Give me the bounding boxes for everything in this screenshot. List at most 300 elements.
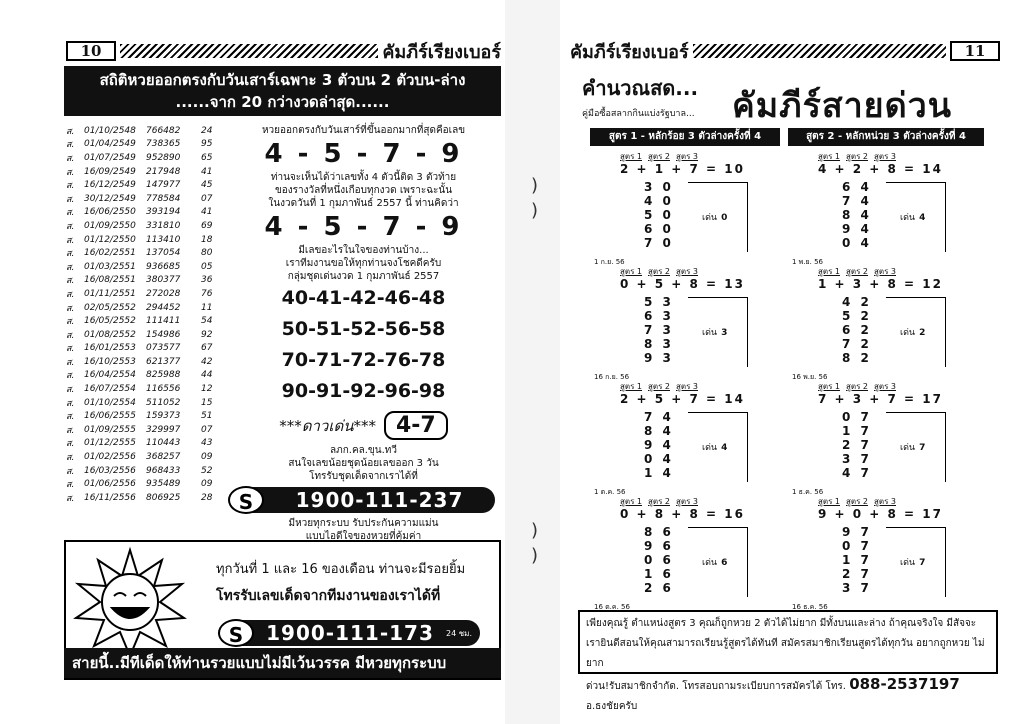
formula-label: สูตร 2 xyxy=(846,497,869,506)
history-row xyxy=(66,165,226,179)
history-cell: 76 xyxy=(201,288,213,299)
number-set: 90-91-92-96-98 xyxy=(281,380,446,402)
info-tail: อ.ธงชัยครับ xyxy=(586,701,638,712)
history-cell: 01/10/2548 xyxy=(84,125,136,136)
history-cell: 137054 xyxy=(146,248,181,259)
history-row xyxy=(66,477,226,491)
formula-equation: 0 + 8 + 8 = 16 xyxy=(620,507,745,521)
formula-label: สูตร 3 xyxy=(676,152,699,161)
digit-pair: 8 4 xyxy=(842,208,872,222)
history-cell: 621377 xyxy=(146,356,181,367)
history-cell: 65 xyxy=(201,152,213,163)
formula-cell xyxy=(788,265,983,383)
history-cell: 766482 xyxy=(146,125,181,136)
digit-pair: 5 3 xyxy=(644,295,674,309)
formula-cell xyxy=(788,150,983,268)
right-page xyxy=(560,0,1024,724)
history-row xyxy=(66,246,226,260)
history-cell: 42 xyxy=(201,356,213,367)
history-cell: ส. xyxy=(66,276,75,287)
formula-label: สูตร 3 xyxy=(676,382,699,391)
history-row xyxy=(66,192,226,206)
history-cell: 113410 xyxy=(146,234,181,245)
history-cell: 18 xyxy=(201,234,213,245)
digit-pair: 1 6 xyxy=(644,567,674,581)
history-cell: 331810 xyxy=(146,220,181,231)
formula-equation: 1 + 3 + 8 = 12 xyxy=(818,277,943,291)
formula-label: สูตร 1 xyxy=(620,152,643,161)
history-cell: 16/09/2549 xyxy=(84,166,136,177)
stats-banner xyxy=(64,66,501,116)
history-cell: 778584 xyxy=(146,193,181,204)
history-cell: 825988 xyxy=(146,370,181,381)
hatch-bar xyxy=(120,44,378,58)
digit-pair: 8 6 xyxy=(644,525,674,539)
history-cell: ส. xyxy=(66,289,75,300)
draw-date: 1 ก.ย. 56 xyxy=(594,258,625,266)
history-row xyxy=(66,355,226,369)
history-cell: 16/08/2551 xyxy=(84,275,136,286)
history-row xyxy=(66,124,226,138)
history-row xyxy=(66,287,226,301)
digit-pair: 4 7 xyxy=(842,466,872,480)
history-cell: 01/08/2552 xyxy=(84,329,136,340)
history-cell: ส. xyxy=(66,181,75,192)
history-cell: 154986 xyxy=(146,329,181,340)
history-cell: ส. xyxy=(66,371,75,382)
lead-digit xyxy=(900,555,925,569)
history-cell: ส. xyxy=(66,194,75,205)
history-cell: 44 xyxy=(201,370,213,381)
s-logo-icon: S xyxy=(218,619,254,647)
credit-text: โทรรับชุดเด็ดจากเราได้ที่ xyxy=(309,471,418,482)
formula-equation: 9 + 0 + 8 = 17 xyxy=(818,507,943,521)
digit-pair: 0 4 xyxy=(842,236,872,250)
draw-date: 16 ธ.ค. 56 xyxy=(792,603,828,611)
history-cell: 159373 xyxy=(146,411,181,422)
digit-pair: 8 4 xyxy=(644,424,674,438)
banner-line-1: สถิติหวยออกตรงกับวันเสาร์เฉพาะ 3 ตัวบน 2 ตัวบน-ล่าง xyxy=(99,71,466,89)
formula-equation: 0 + 5 + 8 = 13 xyxy=(620,277,745,291)
history-cell: 806925 xyxy=(146,492,181,503)
pred-text: ของรางวัลที่หนึ่งเกือบทุกงวด เพราะฉะนั้น xyxy=(274,185,453,196)
lead-value: 3 xyxy=(721,328,728,338)
info-text: ด่วน!รับสมาชิกจำกัด. โทรสอบถามระเบียบการสมัครได้ โทร. xyxy=(586,681,846,692)
history-cell: ส. xyxy=(66,330,75,341)
hatch-bar xyxy=(693,44,946,58)
lead-value: 4 xyxy=(721,443,728,453)
history-cell: 11 xyxy=(201,302,213,313)
history-cell: 12 xyxy=(201,384,213,395)
draw-date: 16 ก.ย. 56 xyxy=(594,373,630,381)
formula-equation: 2 + 1 + 7 = 10 xyxy=(620,162,745,176)
binding-mark: ) xyxy=(531,520,539,541)
history-cell: ส. xyxy=(66,126,75,137)
draw-date: 1 ต.ค. 56 xyxy=(594,488,626,496)
history-row xyxy=(66,450,226,464)
digit-column xyxy=(644,295,674,365)
lead-label: เด่น xyxy=(702,558,718,568)
star-label: ***ดาวเด่น*** xyxy=(279,416,376,435)
formula-label: สูตร 2 xyxy=(846,152,869,161)
history-cell: 073577 xyxy=(146,343,181,354)
history-row xyxy=(66,138,226,152)
history-cell: 07 xyxy=(201,193,213,204)
history-cell: 45 xyxy=(201,180,213,191)
formula-label: สูตร 2 xyxy=(648,267,671,276)
history-cell: 16/04/2554 xyxy=(84,370,136,381)
formula-column-header-2: สูตร 2 - หลักหน่วย 3 ตัวล่างครั้งที่ 4 xyxy=(788,128,984,146)
lead-value: 4 xyxy=(919,213,926,223)
digit-column xyxy=(644,525,674,595)
history-row xyxy=(66,151,226,165)
digit-pair: 5 2 xyxy=(842,309,872,323)
lead-label: เด่น xyxy=(900,443,916,453)
formula-label: สูตร 2 xyxy=(648,152,671,161)
number-set: 50-51-52-56-58 xyxy=(281,318,446,340)
history-cell: 36 xyxy=(201,275,213,286)
history-cell: ส. xyxy=(66,425,75,436)
formula-label: สูตร 1 xyxy=(620,497,643,506)
history-cell: 41 xyxy=(201,166,213,177)
lead-value: 6 xyxy=(721,558,728,568)
digit-pair: 0 7 xyxy=(842,410,872,424)
binding-mark: ) xyxy=(531,175,539,196)
formula-equation: 7 + 3 + 7 = 17 xyxy=(818,392,943,406)
digit-pair: 9 3 xyxy=(644,351,674,365)
history-cell: 43 xyxy=(201,438,213,449)
digit-pair: 2 6 xyxy=(644,581,674,595)
lead-value: 0 xyxy=(721,213,728,223)
history-cell: 52 xyxy=(201,465,213,476)
history-cell: 511052 xyxy=(146,397,181,408)
history-cell: 24 xyxy=(201,125,213,136)
digit-pair: 9 7 xyxy=(842,525,872,539)
formula-equation: 4 + 2 + 8 = 14 xyxy=(818,162,943,176)
history-cell: 01/12/2550 xyxy=(84,234,136,245)
formula-cell xyxy=(590,150,785,268)
formula-label: สูตร 1 xyxy=(818,267,841,276)
history-row xyxy=(66,219,226,233)
history-cell: 16/10/2553 xyxy=(84,356,136,367)
digit-pair: 8 2 xyxy=(842,351,872,365)
digit-pair: 4 0 xyxy=(644,194,674,208)
history-cell: 16/07/2554 xyxy=(84,384,136,395)
history-cell: 01/10/2554 xyxy=(84,397,136,408)
digit-pair: 6 4 xyxy=(842,180,872,194)
digit-pair: 1 7 xyxy=(842,553,872,567)
page-number: 10 xyxy=(66,41,116,61)
history-cell: ส. xyxy=(66,398,75,409)
draw-date: 16 ต.ค. 56 xyxy=(594,603,630,611)
draw-date: 1 พ.ย. 56 xyxy=(792,258,823,266)
lead-label: เด่น xyxy=(702,443,718,453)
formula-label: สูตร 1 xyxy=(620,382,643,391)
history-cell: 16/03/2556 xyxy=(84,465,136,476)
header-subtitle: คำนวณสด... xyxy=(582,76,699,100)
binding-mark: ) xyxy=(531,200,539,221)
history-cell: ส. xyxy=(66,357,75,368)
s-logo-icon: S xyxy=(228,486,264,514)
history-cell: ส. xyxy=(66,140,75,151)
right-header xyxy=(570,40,1000,62)
history-cell: 936685 xyxy=(146,261,181,272)
history-cell: 110443 xyxy=(146,438,181,449)
history-cell: 16/11/2556 xyxy=(84,492,136,503)
lead-digit xyxy=(702,210,727,224)
digit-pair: 3 7 xyxy=(842,452,872,466)
history-cell: 09 xyxy=(201,479,213,490)
pred-text: ท่านจะเห็นได้ว่าเลขทั้ง 4 ตัวนี้ติด 3 ตัวท้าย xyxy=(270,172,457,183)
history-row xyxy=(66,382,226,396)
digit-pair: 0 4 xyxy=(644,452,674,466)
lead-digit xyxy=(702,325,727,339)
history-cell: ส. xyxy=(66,221,75,232)
history-cell: 952890 xyxy=(146,152,181,163)
history-cell: 116556 xyxy=(146,384,181,395)
history-cell: 01/03/2551 xyxy=(84,261,136,272)
history-cell: 15 xyxy=(201,397,213,408)
digit-column xyxy=(842,525,872,595)
digit-pair: 7 2 xyxy=(842,337,872,351)
history-list xyxy=(66,124,226,505)
left-header xyxy=(66,40,501,62)
history-cell: 16/05/2552 xyxy=(84,316,136,327)
header-title: คัมภีร์สายด่วน xyxy=(732,86,953,126)
number-set: 40-41-42-46-48 xyxy=(281,287,446,309)
formula-equation: 2 + 5 + 7 = 14 xyxy=(620,392,745,406)
footer-banner: สายนี้..มีทีเด็ดให้ท่านรวยแบบไม่มีเว้นวรรค มีหวยทุกระบบ xyxy=(64,648,501,678)
pred-text: ในงวดวันที่ 1 กุมภาพันธ์ 2557 นี้ ท่านคิดว่า xyxy=(268,198,459,209)
history-cell: ส. xyxy=(66,466,75,477)
history-cell: 380377 xyxy=(146,275,181,286)
credit-text: สนใจเลขน้อยชุดน้อยเลขออก 3 วัน xyxy=(288,458,439,469)
digit-pair: 6 2 xyxy=(842,323,872,337)
prediction-panel xyxy=(226,124,501,543)
history-cell: 92 xyxy=(201,329,213,340)
formula-label: สูตร 3 xyxy=(676,497,699,506)
lead-digit xyxy=(702,555,727,569)
digit-pair: 9 4 xyxy=(644,438,674,452)
phone-number: 1900-111-173 xyxy=(266,621,434,645)
digit-pair: 9 6 xyxy=(644,539,674,553)
digit-pair: 0 6 xyxy=(644,553,674,567)
promo-line-1: ทุกวันที่ 1 และ 16 ของเดือน ท่านจะมีรอยยิ้ม xyxy=(216,562,466,577)
number-set: 70-71-72-76-78 xyxy=(281,349,446,371)
history-cell: 41 xyxy=(201,207,213,218)
history-row xyxy=(66,178,226,192)
digit-pair: 1 7 xyxy=(842,424,872,438)
phone-number: 1900-111-237 xyxy=(295,488,464,512)
formula-label: สูตร 2 xyxy=(846,267,869,276)
formula-cell xyxy=(590,380,785,498)
history-row xyxy=(66,464,226,478)
lead-digit xyxy=(900,210,925,224)
pred-text: หวยออกตรงกับวันเสาร์ที่ขึ้นออกมากที่สุดคือเลข xyxy=(261,125,466,136)
draw-date: 1 ธ.ค. 56 xyxy=(792,488,824,496)
history-cell: ส. xyxy=(66,344,75,355)
pred-text: กลุ่มชุดเด่นงวด 1 กุมภาพันธ์ 2557 xyxy=(287,271,440,282)
formula-label: สูตร 2 xyxy=(846,382,869,391)
bottom-info-box xyxy=(578,610,998,712)
history-row xyxy=(66,396,226,410)
formula-label: สูตร 1 xyxy=(620,267,643,276)
history-cell: ส. xyxy=(66,385,75,396)
header-caption: คู่มือซื้อสลากกินแบ่งรัฐบาล... xyxy=(582,109,695,119)
digit-pair: 3 7 xyxy=(842,581,872,595)
history-row xyxy=(66,437,226,451)
binding-mark: ) xyxy=(531,545,539,566)
formula-label: สูตร 3 xyxy=(874,267,897,276)
lead-value: 2 xyxy=(919,328,926,338)
credit-text: แบบไอดีใจของหวยที่คุ้มค่า xyxy=(305,531,422,542)
lead-digit xyxy=(900,325,925,339)
history-row xyxy=(66,328,226,342)
history-cell: ส. xyxy=(66,493,75,504)
formula-column-header-1: สูตร 1 - หลักร้อย 3 ตัวล่างครั้งที่ 4 xyxy=(590,128,780,146)
digit-column xyxy=(644,410,674,480)
formula-label: สูตร 3 xyxy=(874,152,897,161)
history-cell: 69 xyxy=(201,220,213,231)
digit-column xyxy=(842,410,872,480)
history-cell: 05 xyxy=(201,261,213,272)
digit-pair: 6 3 xyxy=(644,309,674,323)
digit-column xyxy=(842,295,872,365)
lead-label: เด่น xyxy=(900,213,916,223)
history-cell: 935489 xyxy=(146,479,181,490)
history-cell: 30/12/2549 xyxy=(84,193,136,204)
history-row xyxy=(66,314,226,328)
formula-label: สูตร 3 xyxy=(676,267,699,276)
formula-label: สูตร 2 xyxy=(648,497,671,506)
history-row xyxy=(66,301,226,315)
history-cell: 95 xyxy=(201,139,213,150)
history-row xyxy=(66,274,226,288)
history-row xyxy=(66,491,226,505)
lead-value: 7 xyxy=(919,443,926,453)
star-value: 4-7 xyxy=(384,411,448,440)
digit-pair: 4 2 xyxy=(842,295,872,309)
key-digits: 4 - 5 - 7 - 9 xyxy=(264,139,463,169)
page-gutter xyxy=(505,0,560,724)
pred-text: เราทีมงานขอให้ทุกท่านจงโชคดีครับ xyxy=(285,258,442,269)
info-line-1: เพียงคุณรู้ ตำแหน่งสูตร 3 คุณก็ถูกหวย 2 ตัวได้ไม่ยาก มีทั้งบนและล่าง ถ้าคุณจริงใจ มีสัจจะ xyxy=(586,618,977,629)
history-cell: 67 xyxy=(201,343,213,354)
history-cell: 16/06/2555 xyxy=(84,411,136,422)
phone-link-1[interactable] xyxy=(232,487,495,513)
history-cell: 393194 xyxy=(146,207,181,218)
smiling-sun-icon xyxy=(70,546,190,658)
formula-cell xyxy=(590,495,785,613)
digit-pair: 2 7 xyxy=(842,567,872,581)
history-cell: 217948 xyxy=(146,166,181,177)
draw-date: 16 พ.ย. 56 xyxy=(792,373,828,381)
pred-text: มีเลขอะไรในใจของท่านบ้าง... xyxy=(298,245,429,256)
history-cell: 02/05/2552 xyxy=(84,302,136,313)
history-cell: 16/02/2551 xyxy=(84,248,136,259)
formula-label: สูตร 1 xyxy=(818,382,841,391)
promo-line-2: โทรรับเลขเด็ดจากทีมงานของเราได้ที่ xyxy=(216,588,441,604)
history-cell: 368257 xyxy=(146,452,181,463)
formula-label: สูตร 1 xyxy=(818,152,841,161)
formula-cell xyxy=(788,380,983,498)
formula-cell xyxy=(788,495,983,613)
history-cell: 294452 xyxy=(146,302,181,313)
banner-line-2: ......จาก 20 กว่างวดล่าสุด...... xyxy=(175,93,390,111)
history-cell: 07 xyxy=(201,424,213,435)
history-cell: ส. xyxy=(66,453,75,464)
digit-pair: 7 0 xyxy=(644,236,674,250)
history-cell: 272028 xyxy=(146,288,181,299)
digit-column xyxy=(842,180,872,250)
history-cell: 968433 xyxy=(146,465,181,476)
phone-link-2[interactable] xyxy=(222,620,480,646)
digit-pair: 0 7 xyxy=(842,539,872,553)
history-cell: ส. xyxy=(66,249,75,260)
history-cell: ส. xyxy=(66,317,75,328)
credit-text: มีหวยทุกระบบ รับประกันความแม่น xyxy=(288,518,439,529)
history-cell: 738365 xyxy=(146,139,181,150)
history-cell: 329997 xyxy=(146,424,181,435)
hotline-header xyxy=(582,72,994,128)
digit-column xyxy=(644,180,674,250)
history-cell: 54 xyxy=(201,316,213,327)
lead-digit xyxy=(702,440,727,454)
history-row xyxy=(66,342,226,356)
formula-label: สูตร 1 xyxy=(818,497,841,506)
hours-tag: 24 ชม. xyxy=(446,628,472,638)
history-row xyxy=(66,206,226,220)
history-cell: ส. xyxy=(66,262,75,273)
lead-digit xyxy=(900,440,925,454)
lead-label: เด่น xyxy=(900,558,916,568)
key-digits: 4 - 5 - 7 - 9 xyxy=(264,212,463,242)
left-page xyxy=(0,0,505,724)
lead-label: เด่น xyxy=(702,328,718,338)
history-cell: 01/12/2555 xyxy=(84,438,136,449)
info-line-2: เรายินดีสอนให้คุณสามารถเรียนรู้สูตรได้ทันที สมัครสมาชิกเรียนสูตรได้ทุกวัน อยากถูกหวย ไม่ยาก xyxy=(586,638,985,669)
digit-pair: 7 4 xyxy=(842,194,872,208)
history-cell: 111411 xyxy=(146,316,181,327)
history-row xyxy=(66,409,226,423)
lead-value: 7 xyxy=(919,558,926,568)
contact-phone[interactable]: 088-2537197 xyxy=(849,675,960,693)
lead-label: เด่น xyxy=(702,213,718,223)
history-cell: ส. xyxy=(66,439,75,450)
digit-pair: 7 3 xyxy=(644,323,674,337)
history-cell: 16/06/2550 xyxy=(84,207,136,218)
digit-pair: 8 3 xyxy=(644,337,674,351)
digit-pair: 2 7 xyxy=(842,438,872,452)
history-cell: ส. xyxy=(66,153,75,164)
digit-pair: 9 4 xyxy=(842,222,872,236)
history-cell: ส. xyxy=(66,167,75,178)
history-cell: 01/06/2556 xyxy=(84,479,136,490)
history-cell: 28 xyxy=(201,492,213,503)
credit-text: ลภก.คล.ขุน.ทวี xyxy=(329,445,397,456)
history-cell: ส. xyxy=(66,208,75,219)
star-pick xyxy=(226,411,501,440)
formula-cell xyxy=(590,265,785,383)
history-cell: 01/07/2549 xyxy=(84,152,136,163)
history-cell: 16/01/2553 xyxy=(84,343,136,354)
history-cell: ส. xyxy=(66,412,75,423)
history-cell: 01/02/2556 xyxy=(84,452,136,463)
history-row xyxy=(66,369,226,383)
history-cell: 80 xyxy=(201,248,213,259)
history-cell: 51 xyxy=(201,411,213,422)
page-number: 11 xyxy=(950,41,1000,61)
